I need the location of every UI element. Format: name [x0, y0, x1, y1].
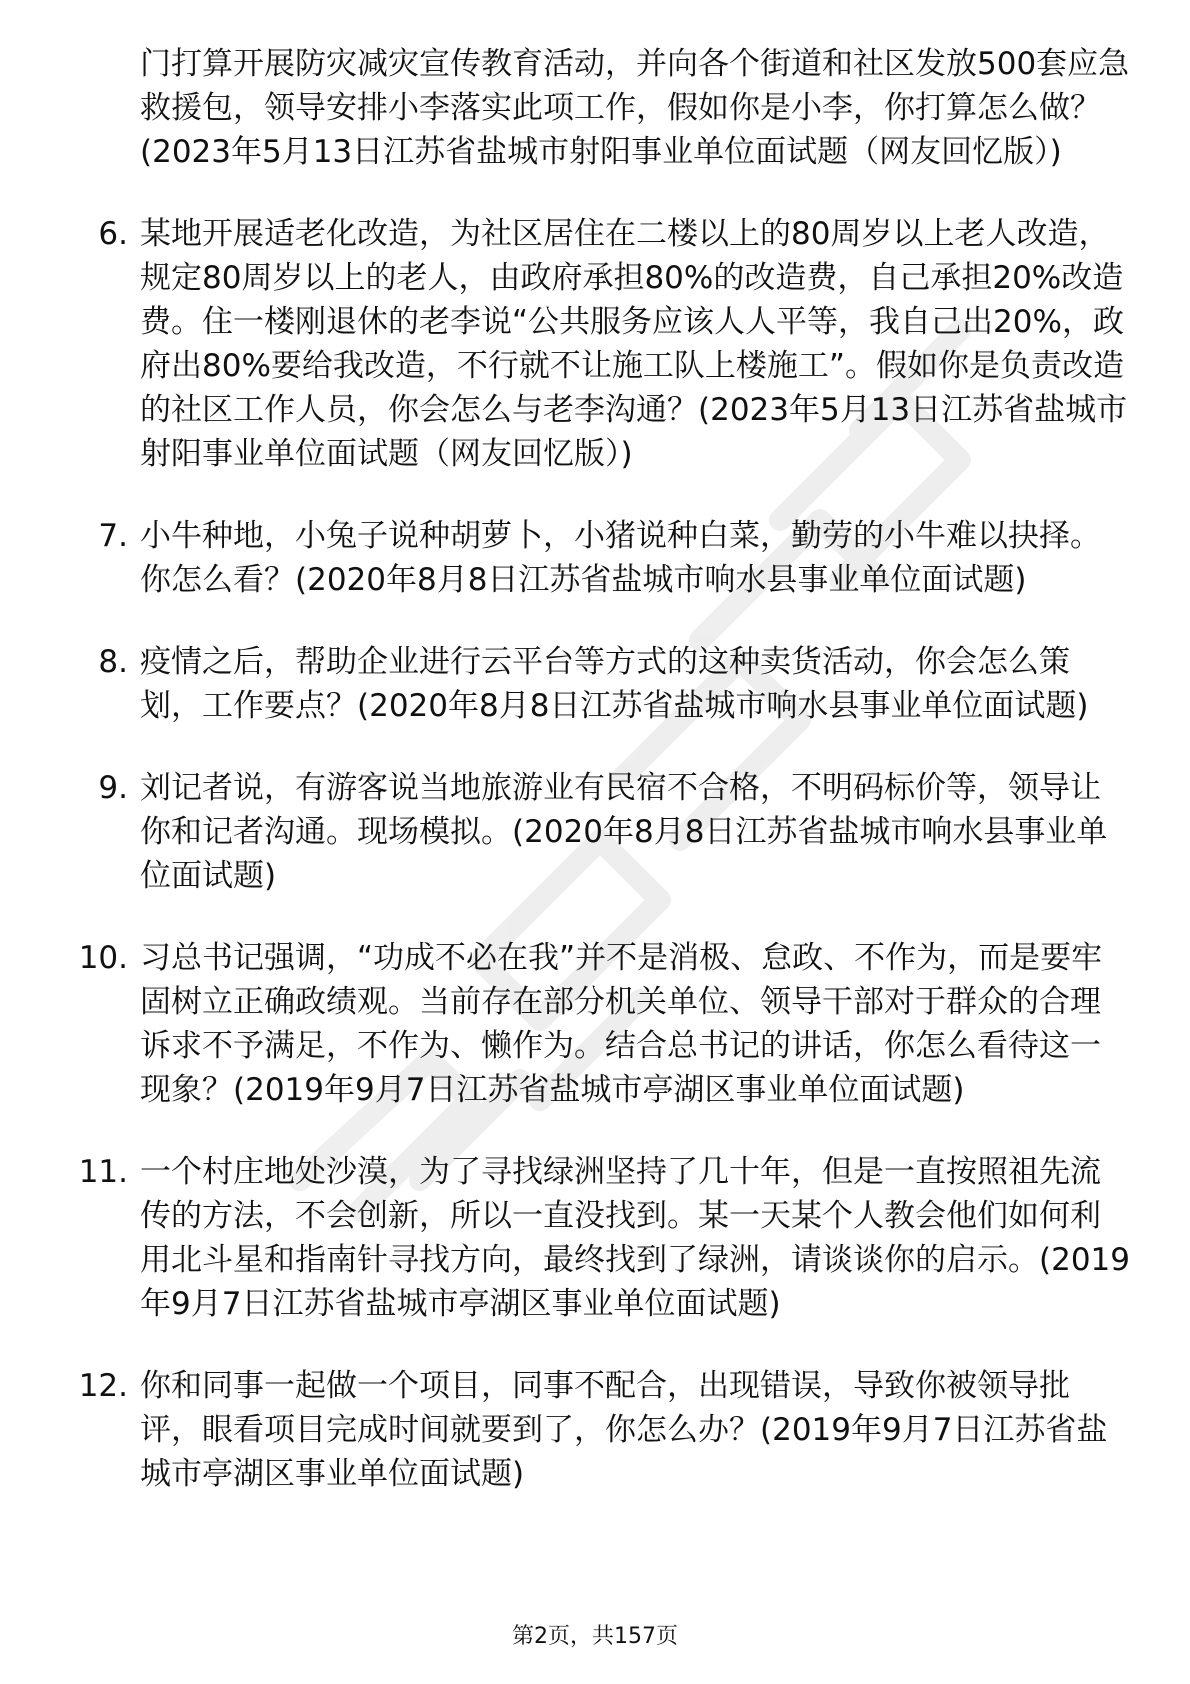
list-item: [0, 212, 1190, 476]
list-item: [0, 1150, 1190, 1326]
list-item: [0, 766, 1190, 898]
list-item: [0, 640, 1190, 728]
question-text: 习总书记强调，“功成不必在我”并不是消极、怠政、不作为，而是要牢固树立正确政绩观。当前存在部分机关单位、领导干部对于群众的合理诉求不予满足，不作为、懒作为。结合总书记的讲话，你怎么看待这一现象？(2019年9月7日江苏省盐城市亭湖区事业单位面试题): [140, 940, 1103, 1108]
question-text: 一个村庄地处沙漠，为了寻找绿洲坚持了几十年，但是一直按照祖先流传的方法，不会创新，所以一直没找到。某一天某个人教会他们如何利用北斗星和指南针寻找方向，最终找到了绿洲，请谈谈你的启示。(2019年9月7日江苏省盐城市亭湖区事业单位面试题): [140, 1154, 1130, 1322]
question-number: 6.: [98, 216, 128, 252]
question-number: 12.: [78, 1368, 128, 1404]
list-item: [0, 42, 1190, 174]
page-number: 第2页，共157页: [512, 1624, 678, 1649]
question-list: [0, 42, 1190, 1534]
question-number: 11.: [78, 1154, 128, 1190]
question-number: 7.: [98, 518, 128, 554]
question-text: 门打算开展防灾减灾宣传教育活动，并向各个街道和社区发放500套应急救援包，领导安排小李落实此项工作，假如你是小李，你打算怎么做？(2023年5月13日江苏省盐城市射阳事业单位面试题（网友回忆版）): [140, 46, 1130, 170]
question-number: 10.: [78, 940, 128, 976]
question-text: 你和同事一起做一个项目，同事不配合，出现错误，导致你被领导批评，眼看项目完成时间就要到了，你怎么办？(2019年9月7日江苏省盐城市亭湖区事业单位面试题): [140, 1368, 1108, 1492]
question-number: 8.: [98, 644, 128, 680]
question-text: 刘记者说，有游客说当地旅游业有民宿不合格，不明码标价等，领导让你和记者沟通。现场模拟。(2020年8月8日江苏省盐城市响水县事业单位面试题): [140, 770, 1108, 894]
question-text: 疫情之后，帮助企业进行云平台等方式的这种卖货活动，你会怎么策划，工作要点？(2020年8月8日江苏省盐城市响水县事业单位面试题): [140, 644, 1089, 724]
question-text: 某地开展适老化改造，为社区居住在二楼以上的80周岁以上老人改造，规定80周岁以上的老人，由政府承担80%的改造费，自己承担20%改造费。住一楼刚退休的老李说“公共服务应该人人平等，我自己出20%，政府出80%要给我改造，不行就不让施工队上楼施工”。假如你是负责改造的社区工作人员，你会怎么与老李沟通？(2023年5月13日江苏省盐城市射阳事业单位面试题（网友回忆版）): [140, 216, 1128, 472]
list-item: [0, 514, 1190, 602]
question-text: 小牛种地，小兔子说种胡萝卜，小猪说种白菜，勤劳的小牛难以抉择。你怎么看？(2020年8月8日江苏省盐城市响水县事业单位面试题): [140, 518, 1101, 598]
list-item: [0, 936, 1190, 1112]
question-number: 9.: [98, 770, 128, 806]
list-item: [0, 1364, 1190, 1496]
